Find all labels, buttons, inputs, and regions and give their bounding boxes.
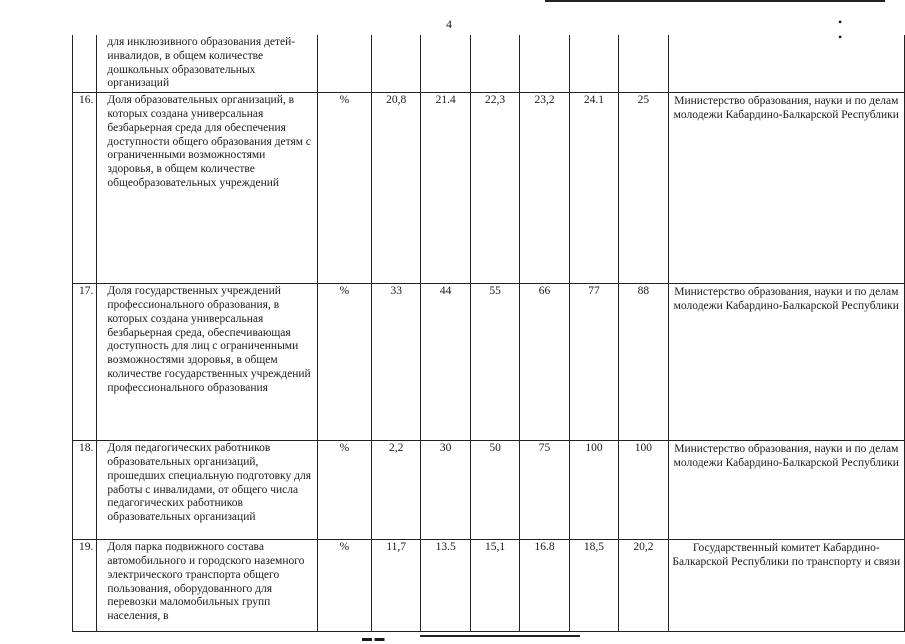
- value-cell: 22,3: [470, 93, 519, 284]
- value-cell: 11,7: [371, 540, 420, 632]
- unit: %: [317, 540, 371, 632]
- indicator-name: Доля государственных учреждений профессионального образования, в которых создана универсальная безбарьерная среда, обеспечивающая доступность для лиц с ограниченными возможностями здоровья, в общем количестве государственных учреждений профессионального образования: [97, 284, 318, 441]
- responsible-org: Министерство образования, науки и по делам молодежи Кабардино-Балкарской Республики: [668, 441, 904, 540]
- scan-marks: • •: [838, 15, 873, 44]
- value-cell: 15,1: [470, 540, 519, 632]
- responsible-org: [668, 35, 904, 93]
- value-cell: [619, 35, 668, 93]
- value-cell: 33: [371, 284, 420, 441]
- value-cell: 21.4: [421, 93, 470, 284]
- row-number: 18.: [73, 441, 97, 540]
- value-cell: [470, 35, 519, 93]
- value-cell: 66: [520, 284, 569, 441]
- value-cell: 16.8: [520, 540, 569, 632]
- top-border-line: [545, 0, 885, 2]
- value-cell: 25: [619, 93, 668, 284]
- table-row: [73, 35, 905, 93]
- value-cell: 44: [421, 284, 470, 441]
- indicator-name: Доля парка подвижного состава автомобильного и городского наземного электрического транспорта общего пользования, оборудованного для перевозки маломобильных групп населения, в: [97, 540, 318, 632]
- indicators-table: [72, 35, 905, 632]
- value-cell: 100: [619, 441, 668, 540]
- value-cell: [421, 35, 470, 93]
- value-cell: [569, 35, 618, 93]
- row-number: 17.: [73, 284, 97, 441]
- value-cell: 13.5: [421, 540, 470, 632]
- value-cell: [371, 35, 420, 93]
- unit: [317, 35, 371, 93]
- value-cell: 100: [569, 441, 618, 540]
- row-number: 19.: [73, 540, 97, 632]
- value-cell: 55: [470, 284, 519, 441]
- value-cell: 18,5: [569, 540, 618, 632]
- bottom-border-line: [420, 635, 580, 637]
- value-cell: 23,2: [520, 93, 569, 284]
- table-row: [73, 540, 905, 632]
- unit: %: [317, 284, 371, 441]
- value-cell: [520, 35, 569, 93]
- row-number: 16.: [73, 93, 97, 284]
- value-cell: 30: [421, 441, 470, 540]
- responsible-org: Министерство образования, науки и по делам молодежи Кабардино-Балкарской Республики: [668, 93, 904, 284]
- responsible-org: Государственный комитет Кабардино-Балкарской Республики по транспорту и связи: [668, 540, 904, 632]
- row-number: [73, 35, 97, 93]
- unit: %: [317, 93, 371, 284]
- indicator-name: для инклюзивного образования детей-инвалидов, в общем количестве дошкольных образовательных организаций: [97, 35, 318, 93]
- responsible-org: Министерство образования, науки и по делам молодежи Кабардино-Балкарской Республики: [668, 284, 904, 441]
- value-cell: 77: [569, 284, 618, 441]
- indicator-name: Доля образовательных организаций, в которых создана универсальная безбарьерная среда для обеспечения доступности общего образования детям с ограниченными возможностями здоровья, в общем количестве общеобразовательных учреждений: [97, 93, 318, 284]
- value-cell: 75: [520, 441, 569, 540]
- scan-mark: ▬ ▬: [362, 633, 385, 644]
- value-cell: 20,8: [371, 93, 420, 284]
- indicator-name: Доля педагогических работников образовательных организаций, прошедших специальную подготовку для работы с инвалидами, от общего числа педагогических работников образовательных организаций: [97, 441, 318, 540]
- value-cell: 2,2: [371, 441, 420, 540]
- page-number: 4: [446, 17, 452, 31]
- value-cell: 20,2: [619, 540, 668, 632]
- table-row: [73, 93, 905, 284]
- value-cell: 50: [470, 441, 519, 540]
- value-cell: 88: [619, 284, 668, 441]
- unit: %: [317, 441, 371, 540]
- value-cell: 24.1: [569, 93, 618, 284]
- table-row: [73, 284, 905, 441]
- table-row: [73, 441, 905, 540]
